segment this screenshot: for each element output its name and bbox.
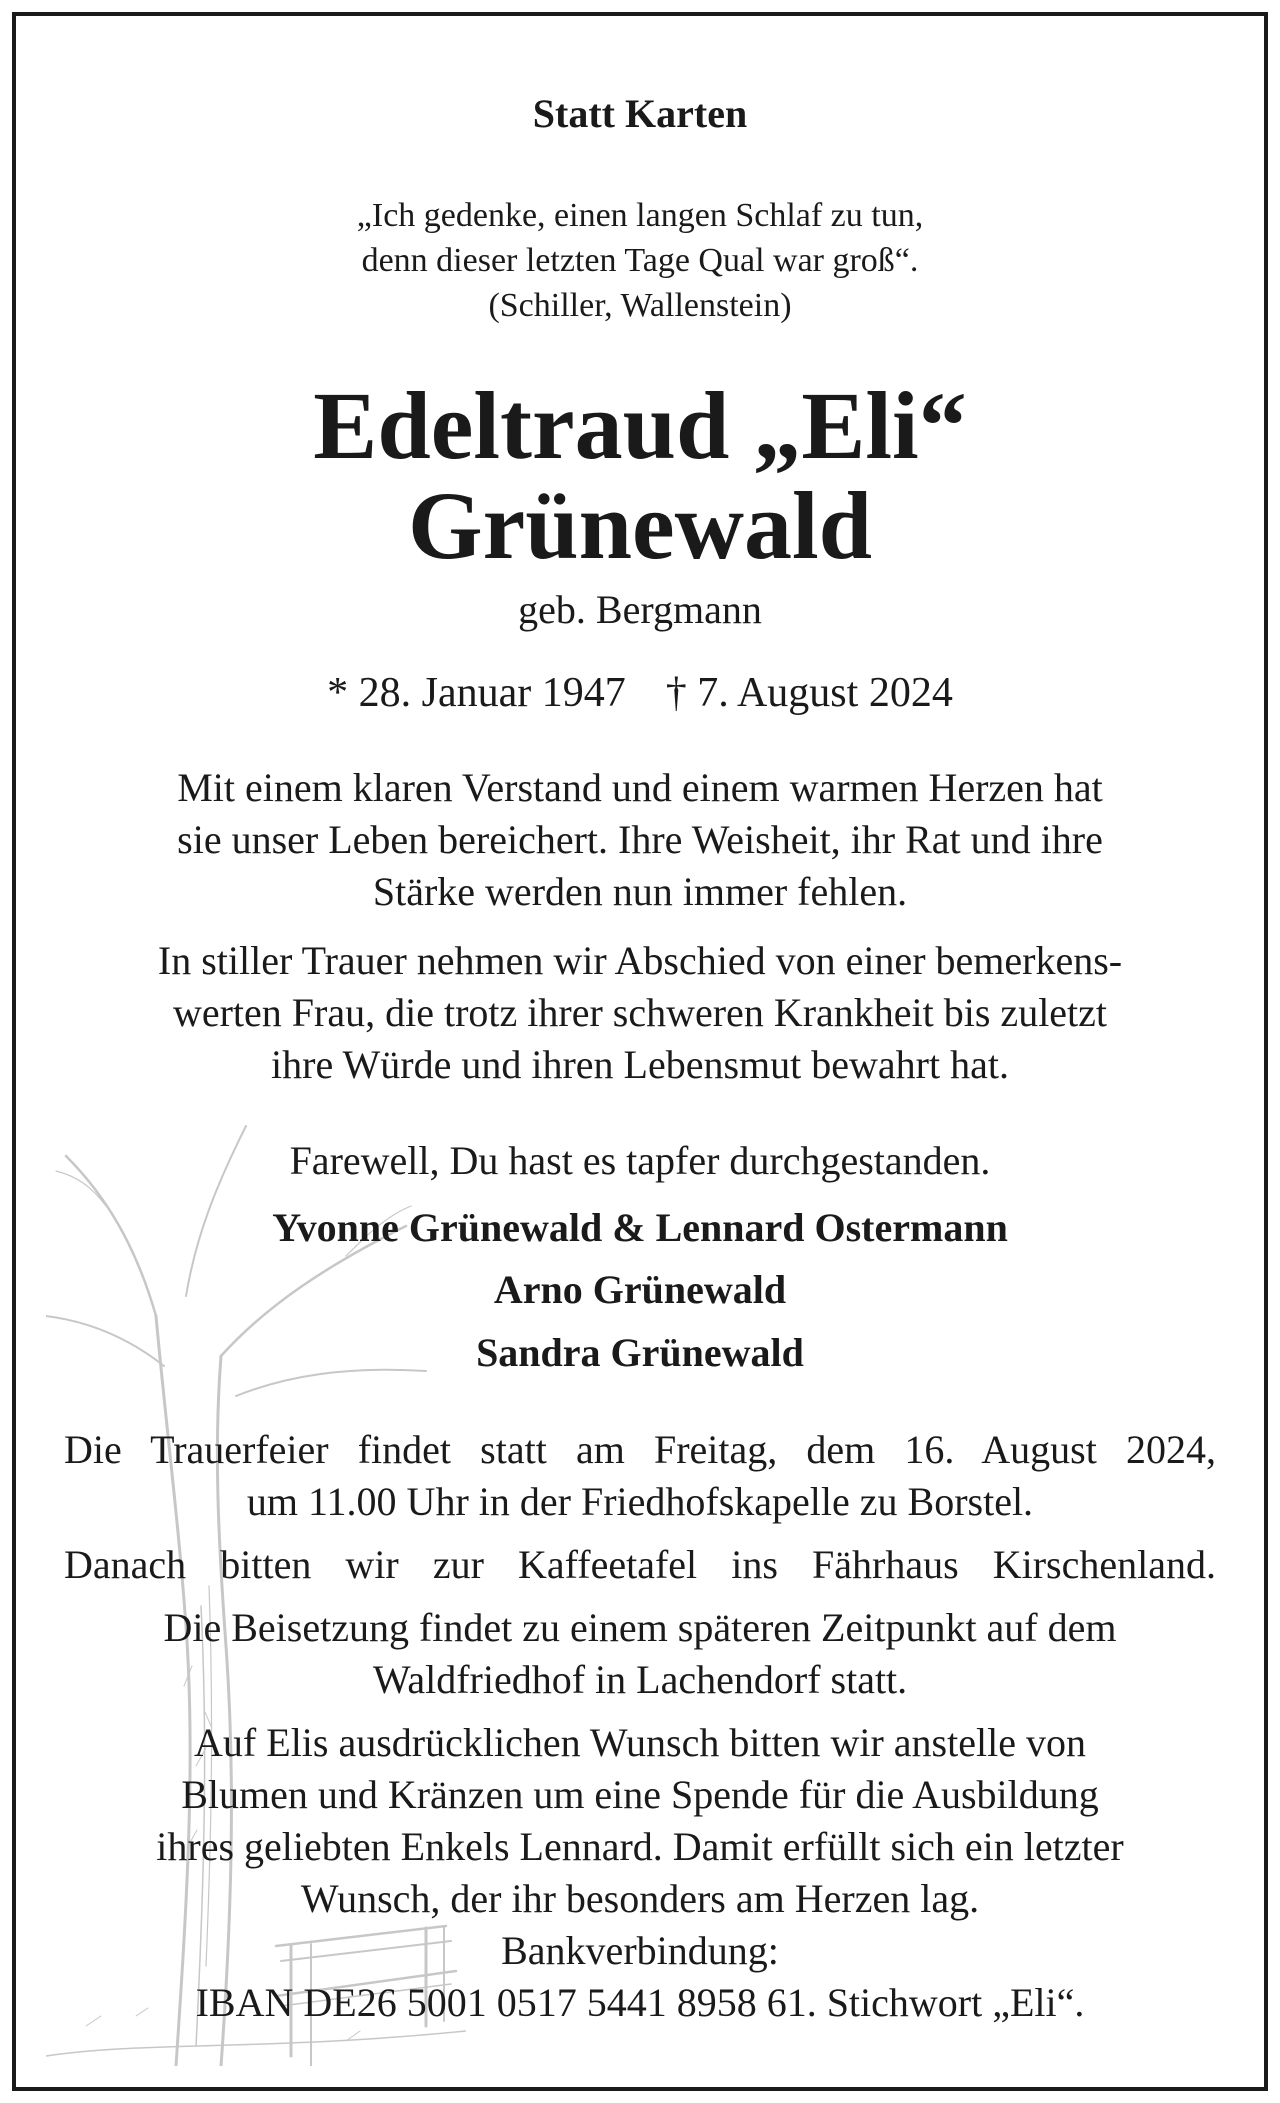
obituary-frame	[12, 12, 1268, 2091]
donation-line-3: ihres geliebten Enkels Lennard. Damit erfüllt sich ein letzter	[156, 1824, 1124, 1869]
donation-line-1: Auf Elis ausdrücklichen Wunsch bitten wir anstelle von	[194, 1720, 1086, 1765]
life-dates	[16, 672, 1264, 714]
service-line-1: Die Trauerfeier findet statt am Freitag, dem 16. August 2024,	[64, 1427, 1216, 1472]
farewell-line: Farewell, Du hast es tapfer durchgestanden.	[289, 1138, 991, 1183]
deceased-name-line-2: Grünewald	[407, 472, 873, 579]
quote-line-1: „Ich gedenke, einen langen Schlaf zu tun,	[356, 197, 924, 234]
paragraph-1-line-3: Stärke werden nun immer fehlen.	[372, 869, 908, 914]
donation-line-2: Blumen und Kränzen um eine Spende für die Ausbildung	[181, 1772, 1099, 1817]
bank-label: Bankverbindung:	[501, 1928, 779, 1973]
header-statt-karten: Statt Karten	[532, 91, 748, 136]
birth-date: * 28. Januar 1947	[327, 670, 626, 716]
reception-line: Danach bitten wir zur Kaffeetafel ins Fährhaus Kirschenland.	[64, 1542, 1216, 1587]
donation-line-4: Wunsch, der ihr besonders am Herzen lag.	[300, 1876, 980, 1921]
mourner-1: Yvonne Grünewald & Lennard Ostermann	[272, 1205, 1008, 1250]
paragraph-1-line-2: sie unser Leben bereichert. Ihre Weisheit, ihr Rat und ihre	[177, 817, 1103, 862]
maiden-name: geb. Bergmann	[518, 587, 762, 632]
paragraph-2-line-3: ihre Würde und ihren Lebensmut bewahrt hat.	[271, 1042, 1009, 1087]
quote-line-2: denn dieser letzten Tage Qual war groß“.	[361, 242, 919, 279]
deceased-name-line-1: Edeltraud „Eli“	[313, 372, 967, 479]
mourner-3: Sandra Grünewald	[476, 1330, 804, 1375]
death-date: † 7. August 2024	[665, 670, 953, 716]
paragraph-2-line-1: In stiller Trauer nehmen wir Abschied von einer bemerkens-	[157, 938, 1123, 983]
bank-details: IBAN DE26 5001 0517 5441 8958 61. Stichwort „Eli“.	[195, 1980, 1085, 2025]
mourner-2: Arno Grünewald	[493, 1267, 787, 1312]
paragraph-1-line-1: Mit einem klaren Verstand und einem warmen Herzen hat	[177, 765, 1103, 810]
burial-line-1: Die Beisetzung findet zu einem späteren Zeitpunkt auf dem	[163, 1605, 1117, 1650]
paragraph-2-line-2: werten Frau, die trotz ihrer schweren Krankheit bis zuletzt	[172, 990, 1108, 1035]
service-line-2: um 11.00 Uhr in der Friedhofskapelle zu Borstel.	[246, 1479, 1034, 1524]
burial-line-2: Waldfriedhof in Lachendorf statt.	[372, 1657, 908, 1702]
quote-source: (Schiller, Wallenstein)	[488, 287, 792, 324]
